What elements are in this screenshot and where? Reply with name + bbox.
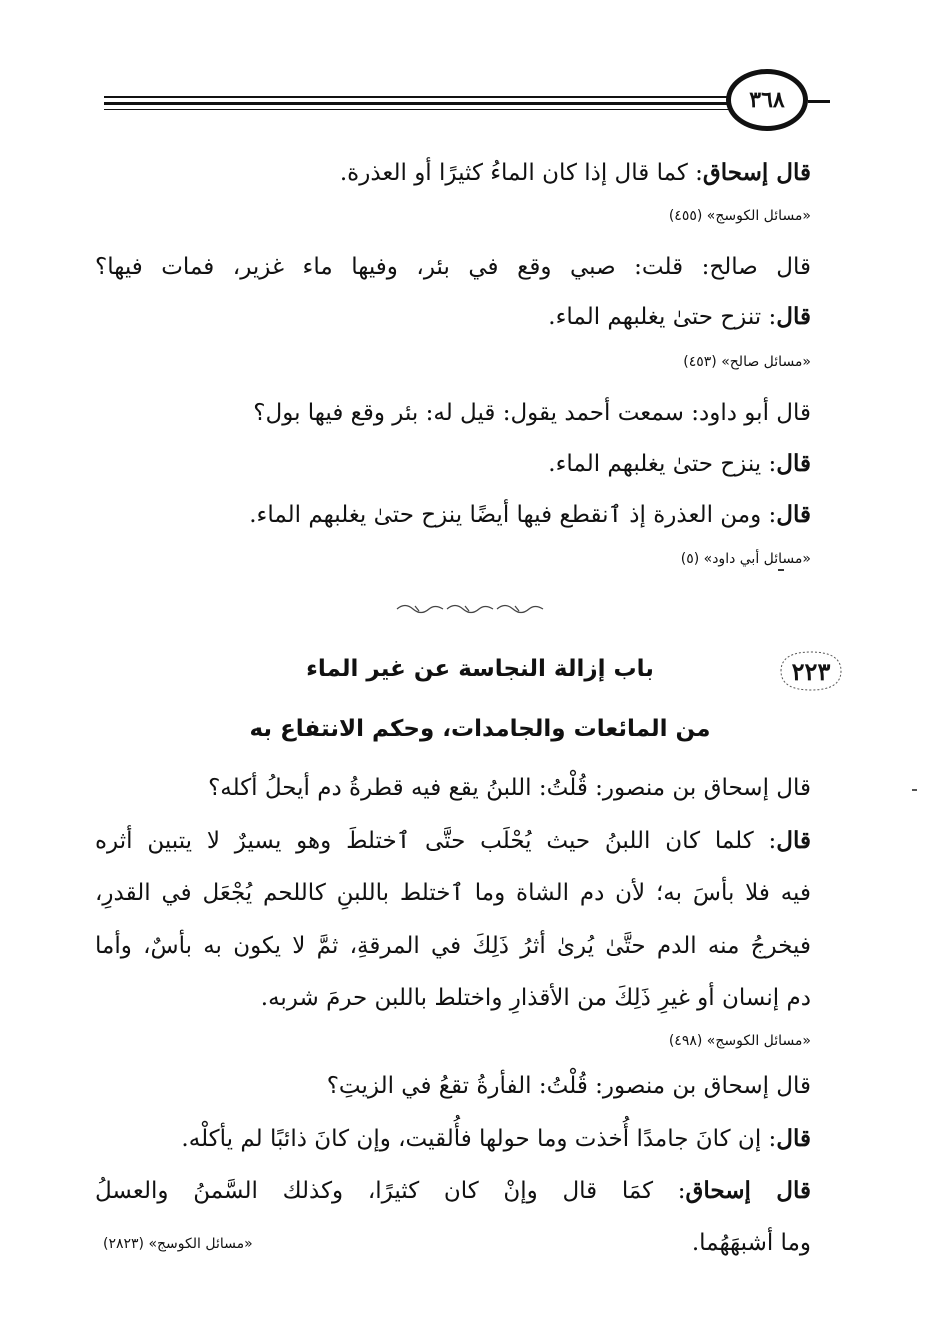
speaker-label: قال إسحاق bbox=[702, 159, 811, 186]
text-line bbox=[95, 929, 811, 963]
line-text: : كلما كان اللبنُ حيث يُحْلَب حتَّى ٱختلطَ وهو يسيرٌ لا يتبين أثره bbox=[95, 828, 777, 854]
margin-mark bbox=[912, 789, 917, 791]
line-text: فيه فلا بأسَ به؛ لأن دم الشاة وما ٱختلط باللبنِ كاللحم يُجْعَل في القدرِ، bbox=[95, 880, 811, 906]
line-text: قال إسحاق بن منصور: قُلْتُ: اللبنُ يقع فيه قطرةُ دم أيحلُ أكله؟ bbox=[208, 775, 811, 801]
margin-mark bbox=[778, 569, 784, 571]
header-rule-middle bbox=[104, 102, 732, 105]
text-line bbox=[95, 1174, 811, 1208]
text-line bbox=[95, 876, 811, 910]
line-text: وما أشبهَهُما. bbox=[691, 1230, 811, 1256]
speaker-label: قال bbox=[776, 501, 811, 528]
text-line bbox=[95, 156, 811, 190]
text-line bbox=[95, 447, 811, 481]
speaker-label: قال bbox=[776, 303, 811, 330]
line-text: قال أبو داود: سمعت أحمد يقول: قيل له: بئر وقع فيها بول؟ bbox=[253, 400, 811, 426]
line-text: : ينزح حتىٰ يغلبهم الماء. bbox=[548, 451, 777, 477]
line-text: : ومن العذرة إذ ٱنقطع فيها أيضًا ينزح حتىٰ يغلبهم الماء. bbox=[249, 502, 777, 528]
line-text: : إن كانَ جامدًا أُخذت وما حولها فأُلقيت، وإن كانَ ذائبًا لم يأكلْه. bbox=[181, 1126, 777, 1152]
source-citation: «مسائل أبي داود» (٥) bbox=[680, 551, 811, 567]
chapter-number-badge bbox=[775, 648, 847, 694]
speaker-label: قال bbox=[776, 450, 811, 477]
chapter-number-text: ٢٢٣ bbox=[791, 656, 831, 686]
line-text: قال صالح: قلت: صبي وقع في بئر، وفيها ماء غزير، فمات فيها؟ bbox=[95, 254, 811, 280]
line-text: قال إسحاق بن منصور: قُلْتُ: الفأرةُ تقعُ في الزيتِ؟ bbox=[326, 1073, 811, 1099]
text-line bbox=[95, 1069, 811, 1103]
speaker-label: قال bbox=[776, 1125, 811, 1152]
speaker-label: قال bbox=[776, 827, 811, 854]
text-line bbox=[95, 1122, 811, 1156]
line-text: : كمَا قال وإنْ كان كثيرًا، وكذلك السَّمنُ والعسلُ bbox=[95, 1178, 686, 1204]
text-line bbox=[95, 300, 811, 334]
source-citation: «مسائل صالح» (٤٥٣) bbox=[683, 354, 811, 370]
header-rule-right bbox=[808, 100, 830, 103]
page-number-text: ٣٦٨ bbox=[749, 87, 785, 113]
page-number bbox=[726, 69, 808, 131]
line-text: فيخرجُ منه الدم حتَّىٰ يُرىٰ أثرُ ذَلِكَ في المرقةِ، ثمَّ لا يكون به بأسٌ، وأما bbox=[95, 933, 811, 959]
chapter-title-line2: من المائعات والجامدات، وحكم الانتفاع به bbox=[249, 716, 711, 742]
source-citation: «مسائل الكوسج» (٢٨٢٣) bbox=[103, 1236, 253, 1252]
text-line bbox=[95, 250, 811, 284]
text-line bbox=[95, 396, 811, 430]
text-line bbox=[95, 981, 811, 1015]
line-text: دم إنسان أو غيرِ ذَلِكَ من الأقذارِ واختلط باللبن حرمَ شربه. bbox=[260, 985, 811, 1011]
text-line bbox=[95, 771, 811, 805]
speaker-label: قال إسحاق bbox=[685, 1177, 811, 1204]
source-citation: «مسائل الكوسج» (٤٩٨) bbox=[668, 1033, 811, 1049]
ornament-divider bbox=[395, 600, 545, 614]
line-text: : تنزح حتىٰ يغلبهم الماء. bbox=[548, 304, 777, 330]
line-text: : كما قال إذا كان الماءُ كثيرًا أو العذرة. bbox=[339, 160, 703, 186]
header-rule-bottom bbox=[104, 109, 732, 110]
text-line bbox=[95, 498, 811, 532]
chapter-title-line1: باب إزالة النجاسة عن غير الماء bbox=[306, 656, 654, 682]
header-rule-top bbox=[104, 96, 732, 98]
source-citation: «مسائل الكوسج» (٤٥٥) bbox=[668, 208, 811, 224]
text-line bbox=[95, 824, 811, 858]
